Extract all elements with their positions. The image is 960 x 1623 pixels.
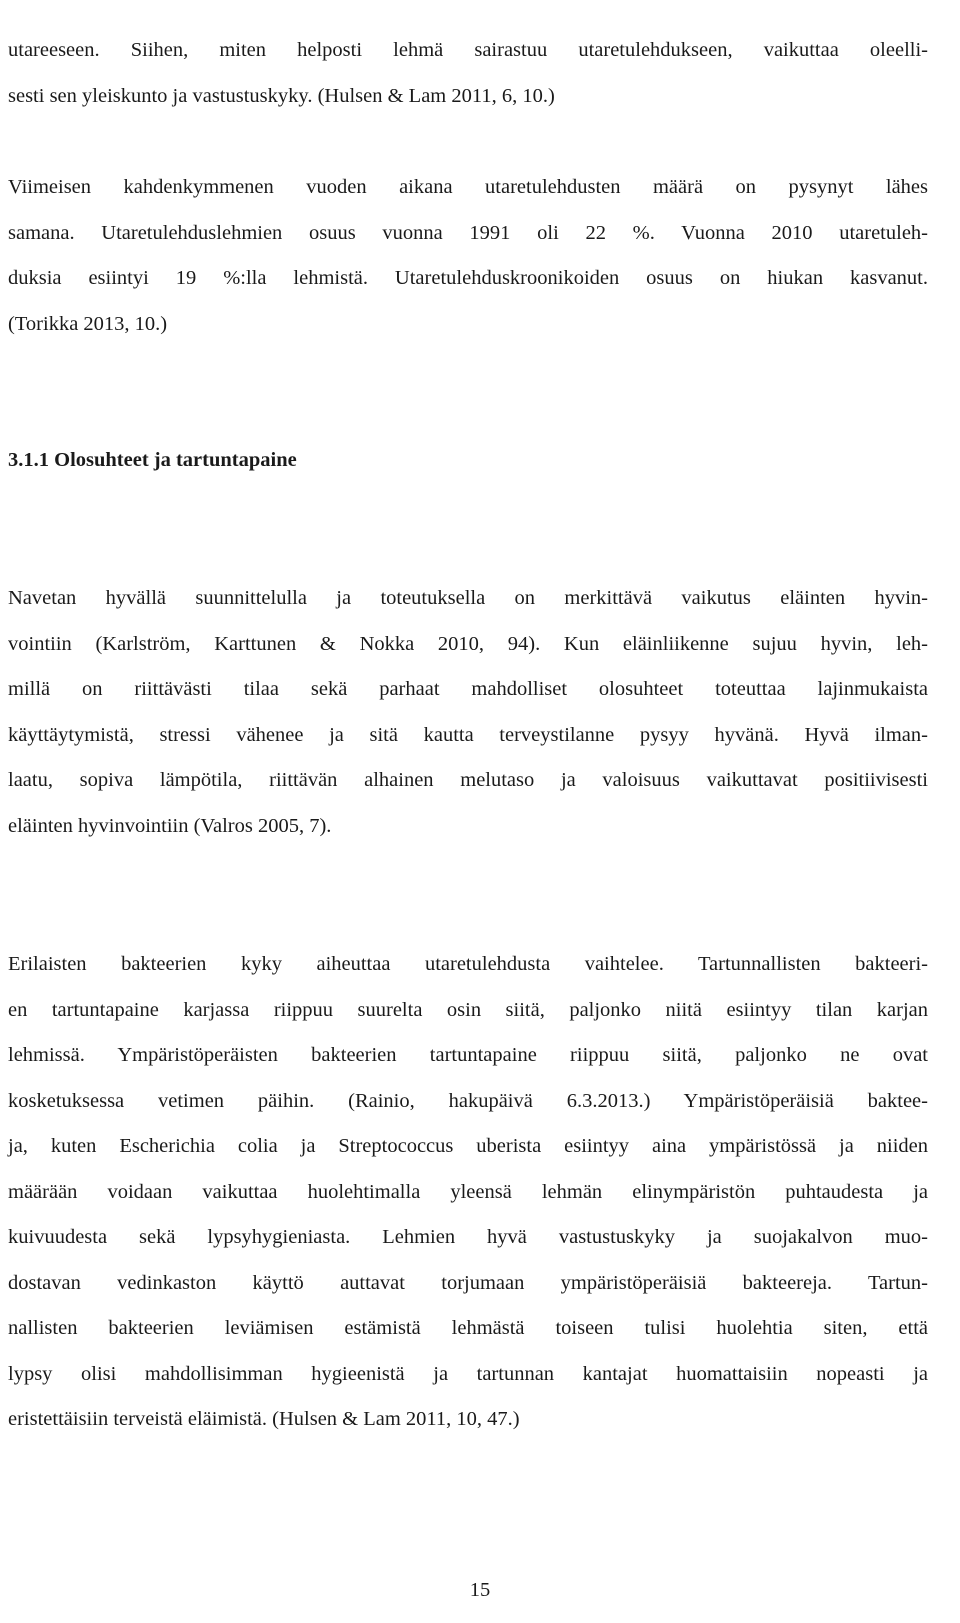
text-line: (Torikka 2013, 10.)	[8, 312, 168, 335]
text-line: Viimeisen kahdenkymmenen vuoden aikana utaretulehdusten määrä on pysynyt lähes	[8, 176, 928, 198]
text-line: eristettäisiin terveistä eläimistä. (Hulsen & Lam 2011, 10, 47.)	[8, 1408, 520, 1430]
text-line: lypsy olisi mahdollisimman hygieenistä ja tartunnan kantajat huomattaisiin nopeasti ja	[8, 1362, 928, 1385]
paragraph-3	[8, 576, 928, 849]
section-heading: 3.1.1 Olosuhteet ja tartuntapaine	[8, 449, 297, 471]
text-line: kuivuudesta sekä lypsyhygieniasta. Lehmien hyvä vastustuskyky ja suojakalvon muo-	[8, 1226, 928, 1248]
paragraph-2	[8, 165, 928, 347]
text-line: samana. Utaretulehduslehmien osuus vuonna 1991 oli 22 %. Vuonna 2010 utaretuleh-	[8, 221, 928, 244]
text-line: Erilaisten bakteerien kyky aiheuttaa utaretulehdusta vaihtelee. Tartunnallisten bakteeri-	[8, 953, 928, 975]
text-line: lehmissä. Ympäristöperäisten bakteerien tartuntapaine riippuu siitä, paljonko ne ovat	[8, 1044, 928, 1066]
text-line: millä on riittävästi tilaa sekä parhaat mahdolliset olosuhteet toteuttaa lajinmukaista	[8, 678, 928, 700]
paragraph-1	[8, 28, 928, 119]
text-line: kosketuksessa vetimen päihin. (Rainio, hakupäivä 6.3.2013.) Ympäristöperäisiä baktee-	[8, 1089, 928, 1112]
page-number: 15	[469, 1579, 491, 1601]
text-line: nallisten bakteerien leviämisen estämistä lehmästä toiseen tulisi huolehtia siten, että	[8, 1317, 928, 1339]
text-line: ja, kuten Escherichia colia ja Streptococcus uberista esiintyy aina ympäristössä ja niiden	[8, 1135, 928, 1157]
text-line: määrään voidaan vaikuttaa huolehtimalla yleensä lehmän elinympäristön puhtaudesta ja	[8, 1180, 928, 1203]
text-line: käyttäytymistä, stressi vähenee ja sitä kautta terveystilanne pysyy hyvänä. Hyvä ilman-	[8, 723, 928, 746]
paragraph-4	[8, 942, 928, 1443]
text-line: eläinten hyvinvointiin (Valros 2005, 7).	[8, 814, 332, 837]
text-line: sesti sen yleiskunto ja vastustuskyky. (Hulsen & Lam 2011, 6, 10.)	[8, 84, 555, 107]
text-line: vointiin (Karlström, Karttunen & Nokka 2010, 94). Kun eläinliikenne sujuu hyvin, leh-	[8, 632, 928, 655]
text-line: duksia esiintyi 19 %:lla lehmistä. Utaretulehduskroonikoiden osuus on hiukan kasvanut.	[8, 267, 928, 289]
text-line: laatu, sopiva lämpötila, riittävän alhainen melutaso ja valoisuus vaikuttavat positiivisesti	[8, 769, 928, 791]
text-line: dostavan vedinkaston käyttö auttavat torjumaan ympäristöperäisiä bakteereja. Tartun-	[8, 1271, 928, 1294]
text-line: en tartuntapaine karjassa riippuu suurelta osin siitä, paljonko niitä esiintyy tilan karjan	[8, 998, 928, 1021]
text-line: Navetan hyvällä suunnittelulla ja toteutuksella on merkittävä vaikutus eläinten hyvin-	[8, 587, 928, 609]
text-line: utareeseen. Siihen, miten helposti lehmä sairastuu utaretulehdukseen, vaikuttaa oleelli-	[8, 39, 928, 61]
